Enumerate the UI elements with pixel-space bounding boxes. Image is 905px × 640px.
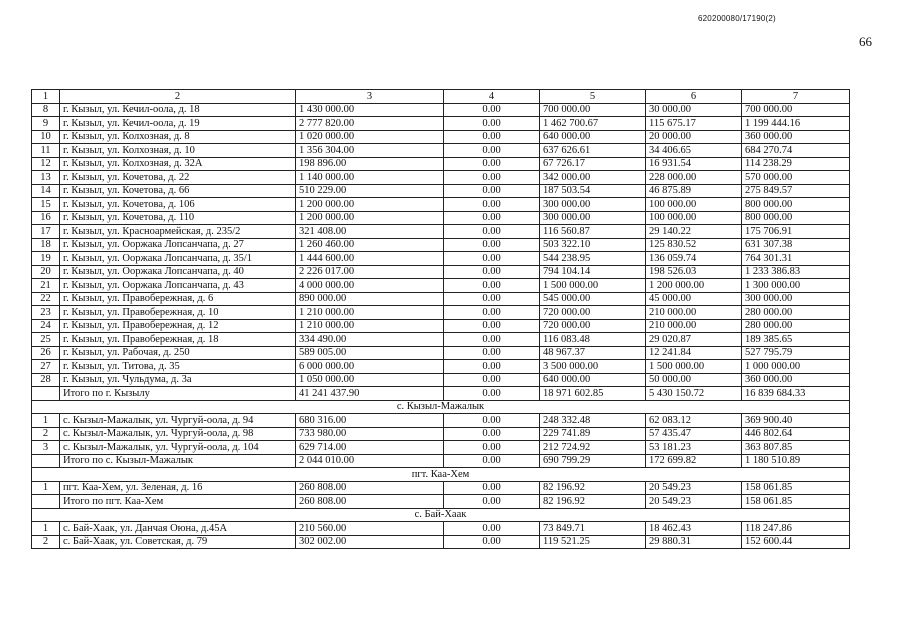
row-number-cell — [32, 454, 60, 468]
amount-col5-cell: 503 322.10 — [540, 238, 646, 252]
amount-col4-cell: 0.00 — [444, 414, 540, 428]
amount-total-cell: 589 005.00 — [296, 346, 444, 360]
address-cell: с. Кызыл-Мажалык, ул. Чургуй-оола, д. 98 — [60, 427, 296, 441]
amount-total-cell: 1 020 000.00 — [296, 130, 444, 144]
address-cell: г. Кызыл, ул. Правобережная, д. 6 — [60, 292, 296, 306]
table-row — [32, 414, 850, 428]
amount-total-cell: 1 050 000.00 — [296, 373, 444, 387]
amount-col7-cell: 16 839 684.33 — [742, 387, 850, 401]
amount-col5-cell: 300 000.00 — [540, 211, 646, 225]
address-cell: с. Кызыл-Мажалык, ул. Чургуй-оола, д. 94 — [60, 414, 296, 428]
amount-col7-cell: 118 247.86 — [742, 522, 850, 536]
address-cell: г. Кызыл, ул. Красноармейская, д. 235/2 — [60, 225, 296, 239]
page-number: 66 — [859, 34, 872, 49]
amount-col6-cell: 5 430 150.72 — [646, 387, 742, 401]
amount-col5-cell: 690 799.29 — [540, 454, 646, 468]
total-row — [32, 387, 850, 401]
row-number-cell: 27 — [32, 360, 60, 374]
amount-col4-cell: 0.00 — [444, 387, 540, 401]
amount-col5-cell: 119 521.25 — [540, 535, 646, 549]
table-row — [32, 522, 850, 536]
address-cell: г. Кызыл, ул. Кечил-оола, д. 18 — [60, 103, 296, 117]
amount-total-cell: 321 408.00 — [296, 225, 444, 239]
table-row — [32, 360, 850, 374]
amount-col5-cell: 720 000.00 — [540, 319, 646, 333]
header-cell: 1 — [32, 90, 60, 104]
amount-col6-cell: 29 880.31 — [646, 535, 742, 549]
row-number-cell: 18 — [32, 238, 60, 252]
address-cell: г. Кызыл, ул. Правобережная, д. 18 — [60, 333, 296, 347]
amount-col4-cell: 0.00 — [444, 252, 540, 266]
row-number-cell: 16 — [32, 211, 60, 225]
row-number-cell: 25 — [32, 333, 60, 347]
row-number-cell: 21 — [32, 279, 60, 293]
amount-col7-cell: 527 795.79 — [742, 346, 850, 360]
amount-col4-cell: 0.00 — [444, 198, 540, 212]
amount-col6-cell: 29 020.87 — [646, 333, 742, 347]
table-row — [32, 279, 850, 293]
table-row — [32, 103, 850, 117]
amount-col5-cell: 187 503.54 — [540, 184, 646, 198]
amount-total-cell: 41 241 437.90 — [296, 387, 444, 401]
amount-col5-cell: 637 626.61 — [540, 144, 646, 158]
amount-total-cell: 2 226 017.00 — [296, 265, 444, 279]
amount-col7-cell: 275 849.57 — [742, 184, 850, 198]
table-row — [32, 130, 850, 144]
section-title: пгт. Каа-Хем — [32, 468, 850, 482]
address-cell: г. Кызыл, ул. Кочетова, д. 106 — [60, 198, 296, 212]
amount-col5-cell: 1 462 700.67 — [540, 117, 646, 131]
amount-col7-cell: 114 238.29 — [742, 157, 850, 171]
row-number-cell: 19 — [32, 252, 60, 266]
row-number-cell: 24 — [32, 319, 60, 333]
amount-col6-cell: 30 000.00 — [646, 103, 742, 117]
amount-col5-cell: 212 724.92 — [540, 441, 646, 455]
amount-col6-cell: 29 140.22 — [646, 225, 742, 239]
address-cell: г. Кызыл, ул. Колхозная, д. 10 — [60, 144, 296, 158]
row-number-cell: 26 — [32, 346, 60, 360]
amount-col6-cell: 1 200 000.00 — [646, 279, 742, 293]
amount-col5-cell: 116 083.48 — [540, 333, 646, 347]
amount-col4-cell: 0.00 — [444, 144, 540, 158]
amount-total-cell: 1 356 304.00 — [296, 144, 444, 158]
amount-col7-cell: 700 000.00 — [742, 103, 850, 117]
row-number-cell: 1 — [32, 414, 60, 428]
row-number-cell: 11 — [32, 144, 60, 158]
amount-col6-cell: 100 000.00 — [646, 198, 742, 212]
amount-total-cell: 890 000.00 — [296, 292, 444, 306]
amount-col6-cell: 198 526.03 — [646, 265, 742, 279]
amount-col6-cell: 210 000.00 — [646, 319, 742, 333]
amount-total-cell: 6 000 000.00 — [296, 360, 444, 374]
amount-col6-cell: 20 549.23 — [646, 495, 742, 509]
table-row — [32, 333, 850, 347]
header-cell: 4 — [444, 90, 540, 104]
amount-col7-cell: 631 307.38 — [742, 238, 850, 252]
amount-col4-cell: 0.00 — [444, 360, 540, 374]
amount-total-cell: 4 000 000.00 — [296, 279, 444, 293]
table-row — [32, 481, 850, 495]
amount-total-cell: 260 808.00 — [296, 481, 444, 495]
document-code: 620200080/17190(2) — [698, 14, 776, 23]
amount-col4-cell: 0.00 — [444, 265, 540, 279]
amount-col6-cell: 16 931.54 — [646, 157, 742, 171]
row-number-cell: 28 — [32, 373, 60, 387]
amount-col6-cell: 50 000.00 — [646, 373, 742, 387]
row-number-cell: 23 — [32, 306, 60, 320]
row-number-cell: 12 — [32, 157, 60, 171]
address-cell: Итого по пгт. Каа-Хем — [60, 495, 296, 509]
amount-col7-cell: 152 600.44 — [742, 535, 850, 549]
amount-total-cell: 1 200 000.00 — [296, 198, 444, 212]
row-number-cell: 10 — [32, 130, 60, 144]
amount-col7-cell: 684 270.74 — [742, 144, 850, 158]
amount-total-cell: 260 808.00 — [296, 495, 444, 509]
section-header-row — [32, 508, 850, 522]
amount-col7-cell: 1 300 000.00 — [742, 279, 850, 293]
row-number-cell: 1 — [32, 522, 60, 536]
amount-col5-cell: 1 500 000.00 — [540, 279, 646, 293]
address-cell: г. Кызыл, ул. Кочетова, д. 110 — [60, 211, 296, 225]
amount-col5-cell: 794 104.14 — [540, 265, 646, 279]
row-number-cell: 14 — [32, 184, 60, 198]
row-number-cell: 9 — [32, 117, 60, 131]
amount-col6-cell: 57 435.47 — [646, 427, 742, 441]
table-row — [32, 117, 850, 131]
amount-total-cell: 210 560.00 — [296, 522, 444, 536]
amount-col6-cell: 172 699.82 — [646, 454, 742, 468]
header-cell: 6 — [646, 90, 742, 104]
amount-col4-cell: 0.00 — [444, 333, 540, 347]
amount-col7-cell: 360 000.00 — [742, 130, 850, 144]
total-row — [32, 495, 850, 509]
table-row — [32, 157, 850, 171]
amount-total-cell: 198 896.00 — [296, 157, 444, 171]
row-number-cell: 3 — [32, 441, 60, 455]
address-cell: с. Бай-Хаак, ул. Советская, д. 79 — [60, 535, 296, 549]
table-row — [32, 225, 850, 239]
amount-col5-cell: 48 967.37 — [540, 346, 646, 360]
amount-col5-cell: 82 196.92 — [540, 495, 646, 509]
amount-col4-cell: 0.00 — [444, 454, 540, 468]
amount-total-cell: 1 430 000.00 — [296, 103, 444, 117]
address-cell: г. Кызыл, ул. Кочетова, д. 22 — [60, 171, 296, 185]
amount-col7-cell: 1 000 000.00 — [742, 360, 850, 374]
header-cell: 2 — [60, 90, 296, 104]
amount-col4-cell: 0.00 — [444, 522, 540, 536]
address-cell: с. Бай-Хаак, ул. Данчая Оюна, д.45А — [60, 522, 296, 536]
amount-col7-cell: 300 000.00 — [742, 292, 850, 306]
address-cell: г. Кызыл, ул. Рабочая, д. 250 — [60, 346, 296, 360]
table-row — [32, 306, 850, 320]
amount-total-cell: 1 260 460.00 — [296, 238, 444, 252]
amount-col6-cell: 20 549.23 — [646, 481, 742, 495]
amount-col5-cell: 229 741.89 — [540, 427, 646, 441]
table-body — [32, 90, 850, 549]
row-number-cell: 2 — [32, 535, 60, 549]
table-row — [32, 211, 850, 225]
amount-total-cell: 510 229.00 — [296, 184, 444, 198]
amount-total-cell: 2 777 820.00 — [296, 117, 444, 131]
amount-col5-cell: 116 560.87 — [540, 225, 646, 239]
row-number-cell: 13 — [32, 171, 60, 185]
amount-col4-cell: 0.00 — [444, 535, 540, 549]
amount-col7-cell: 1 233 386.83 — [742, 265, 850, 279]
amount-col5-cell: 545 000.00 — [540, 292, 646, 306]
amount-col4-cell: 0.00 — [444, 117, 540, 131]
table-row — [32, 346, 850, 360]
amount-total-cell: 680 316.00 — [296, 414, 444, 428]
amount-col6-cell: 228 000.00 — [646, 171, 742, 185]
address-cell: г. Кызыл, ул. Кечил-оола, д. 19 — [60, 117, 296, 131]
row-number-cell: 22 — [32, 292, 60, 306]
amount-col4-cell: 0.00 — [444, 495, 540, 509]
amount-col5-cell: 544 238.95 — [540, 252, 646, 266]
amount-col5-cell: 82 196.92 — [540, 481, 646, 495]
amount-col6-cell: 12 241.84 — [646, 346, 742, 360]
amount-col7-cell: 360 000.00 — [742, 373, 850, 387]
amount-col5-cell: 3 500 000.00 — [540, 360, 646, 374]
amount-total-cell: 1 140 000.00 — [296, 171, 444, 185]
amount-col5-cell: 67 726.17 — [540, 157, 646, 171]
amount-col6-cell: 53 181.23 — [646, 441, 742, 455]
amount-col4-cell: 0.00 — [444, 225, 540, 239]
amount-col6-cell: 18 462.43 — [646, 522, 742, 536]
amount-col7-cell: 363 807.85 — [742, 441, 850, 455]
amount-col7-cell: 189 385.65 — [742, 333, 850, 347]
row-number-cell: 8 — [32, 103, 60, 117]
header-cell: 3 — [296, 90, 444, 104]
amount-col5-cell: 640 000.00 — [540, 373, 646, 387]
amount-col7-cell: 1 180 510.89 — [742, 454, 850, 468]
address-cell: Итого по г. Кызылу — [60, 387, 296, 401]
row-number-cell: 15 — [32, 198, 60, 212]
amount-col4-cell: 0.00 — [444, 130, 540, 144]
amount-col4-cell: 0.00 — [444, 481, 540, 495]
address-cell: г. Кызыл, ул. Кочетова, д. 66 — [60, 184, 296, 198]
table-row — [32, 292, 850, 306]
address-cell: Итого по с. Кызыл-Мажалык — [60, 454, 296, 468]
amount-col5-cell: 720 000.00 — [540, 306, 646, 320]
amount-col4-cell: 0.00 — [444, 292, 540, 306]
address-cell: г. Кызыл, ул. Ооржака Лопсанчапа, д. 40 — [60, 265, 296, 279]
table-row — [32, 184, 850, 198]
amount-col5-cell: 248 332.48 — [540, 414, 646, 428]
amount-col6-cell: 20 000.00 — [646, 130, 742, 144]
amount-col5-cell: 700 000.00 — [540, 103, 646, 117]
amount-col6-cell: 46 875.89 — [646, 184, 742, 198]
row-number-cell — [32, 387, 60, 401]
amount-col4-cell: 0.00 — [444, 238, 540, 252]
amount-col5-cell: 640 000.00 — [540, 130, 646, 144]
amount-col4-cell: 0.00 — [444, 441, 540, 455]
amount-col5-cell: 342 000.00 — [540, 171, 646, 185]
amount-col4-cell: 0.00 — [444, 427, 540, 441]
row-number-cell — [32, 495, 60, 509]
amount-total-cell: 1 444 600.00 — [296, 252, 444, 266]
address-cell: пгт. Каа-Хем, ул. Зеленая, д. 16 — [60, 481, 296, 495]
amount-col6-cell: 136 059.74 — [646, 252, 742, 266]
row-number-cell: 17 — [32, 225, 60, 239]
table-row — [32, 171, 850, 185]
amount-col4-cell: 0.00 — [444, 103, 540, 117]
table-row — [32, 319, 850, 333]
amount-total-cell: 302 002.00 — [296, 535, 444, 549]
total-row — [32, 454, 850, 468]
row-number-cell: 1 — [32, 481, 60, 495]
amount-col7-cell: 1 199 444.16 — [742, 117, 850, 131]
table-row — [32, 238, 850, 252]
table-row — [32, 535, 850, 549]
row-number-cell: 20 — [32, 265, 60, 279]
address-cell: г. Кызыл, ул. Ооржака Лопсанчапа, д. 35/1 — [60, 252, 296, 266]
amount-col7-cell: 446 802.64 — [742, 427, 850, 441]
amount-col5-cell: 73 849.71 — [540, 522, 646, 536]
amount-col7-cell: 158 061.85 — [742, 481, 850, 495]
table-row — [32, 252, 850, 266]
table-row — [32, 144, 850, 158]
amount-col7-cell: 158 061.85 — [742, 495, 850, 509]
amount-col6-cell: 115 675.17 — [646, 117, 742, 131]
amount-total-cell: 1 200 000.00 — [296, 211, 444, 225]
amount-col7-cell: 175 706.91 — [742, 225, 850, 239]
section-header-row — [32, 400, 850, 414]
row-number-cell: 2 — [32, 427, 60, 441]
amount-col7-cell: 764 301.31 — [742, 252, 850, 266]
header-cell: 7 — [742, 90, 850, 104]
address-cell: г. Кызыл, ул. Правобережная, д. 10 — [60, 306, 296, 320]
amount-col5-cell: 300 000.00 — [540, 198, 646, 212]
address-cell: г. Кызыл, ул. Ооржака Лопсанчапа, д. 27 — [60, 238, 296, 252]
table-row — [32, 373, 850, 387]
header-cell: 5 — [540, 90, 646, 104]
amount-col6-cell: 62 083.12 — [646, 414, 742, 428]
amount-col4-cell: 0.00 — [444, 306, 540, 320]
amount-col4-cell: 0.00 — [444, 279, 540, 293]
table-row — [32, 265, 850, 279]
amount-total-cell: 1 210 000.00 — [296, 319, 444, 333]
amount-col6-cell: 210 000.00 — [646, 306, 742, 320]
amount-col6-cell: 45 000.00 — [646, 292, 742, 306]
table-row — [32, 427, 850, 441]
amount-total-cell: 2 044 010.00 — [296, 454, 444, 468]
amount-col7-cell: 369 900.40 — [742, 414, 850, 428]
amount-col6-cell: 125 830.52 — [646, 238, 742, 252]
section-title: с. Бай-Хаак — [32, 508, 850, 522]
amount-col4-cell: 0.00 — [444, 184, 540, 198]
amount-col4-cell: 0.00 — [444, 373, 540, 387]
amount-col7-cell: 570 000.00 — [742, 171, 850, 185]
amount-col7-cell: 800 000.00 — [742, 211, 850, 225]
amount-total-cell: 629 714.00 — [296, 441, 444, 455]
address-cell: г. Кызыл, ул. Титова, д. 35 — [60, 360, 296, 374]
table-row — [32, 198, 850, 212]
amount-col6-cell: 1 500 000.00 — [646, 360, 742, 374]
amount-col4-cell: 0.00 — [444, 346, 540, 360]
address-cell: г. Кызыл, ул. Колхозная, д. 8 — [60, 130, 296, 144]
address-cell: г. Кызыл, ул. Правобережная, д. 12 — [60, 319, 296, 333]
amount-col4-cell: 0.00 — [444, 171, 540, 185]
amount-col6-cell: 34 406.65 — [646, 144, 742, 158]
header-row — [32, 90, 850, 104]
amount-total-cell: 733 980.00 — [296, 427, 444, 441]
amount-col5-cell: 18 971 602.85 — [540, 387, 646, 401]
address-cell: с. Кызыл-Мажалык, ул. Чургуй-оола, д. 104 — [60, 441, 296, 455]
section-title: с. Кызыл-Мажалык — [32, 400, 850, 414]
amount-total-cell: 334 490.00 — [296, 333, 444, 347]
amount-col4-cell: 0.00 — [444, 319, 540, 333]
address-cell: г. Кызыл, ул. Ооржака Лопсанчапа, д. 43 — [60, 279, 296, 293]
amount-col4-cell: 0.00 — [444, 211, 540, 225]
section-header-row — [32, 468, 850, 482]
amount-total-cell: 1 210 000.00 — [296, 306, 444, 320]
register-table — [31, 89, 850, 549]
amount-col6-cell: 100 000.00 — [646, 211, 742, 225]
amount-col7-cell: 280 000.00 — [742, 306, 850, 320]
amount-col7-cell: 800 000.00 — [742, 198, 850, 212]
amount-col7-cell: 280 000.00 — [742, 319, 850, 333]
address-cell: г. Кызыл, ул. Чульдума, д. 3а — [60, 373, 296, 387]
address-cell: г. Кызыл, ул. Колхозная, д. 32А — [60, 157, 296, 171]
table-row — [32, 441, 850, 455]
amount-col4-cell: 0.00 — [444, 157, 540, 171]
